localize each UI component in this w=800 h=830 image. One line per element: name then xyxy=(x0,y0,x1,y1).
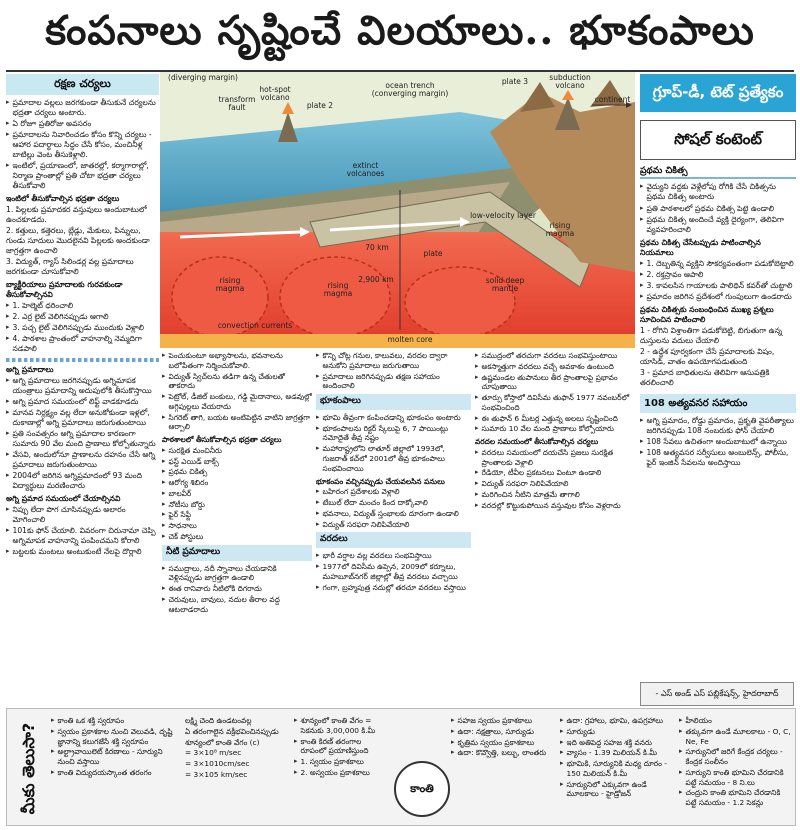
list-item: ▸ ప్రమాదం జరిగిన ప్రదేశంలో గుంపులుగా ఉండరాదు xyxy=(640,292,796,302)
list-item: ▸ ప్రతి సంవత్సరం అగ్ని ప్రమాదాల కారణంగా సుమారు 90 వేల మంది ప్రాణాలు కోల్పోతున్నారు xyxy=(6,429,159,449)
list-item: ▸ 108 సేవలు ఉచితంగా అందుబాటులో ఉన్నాయి xyxy=(640,437,796,447)
earthquakes-heading: భూకంపాలు xyxy=(316,394,471,410)
list-item: ▸ ఇది అతిపెద్ద సహజ శక్తి వనరు xyxy=(560,738,675,748)
list-item: ▸ బహిరంగ ప్రదేశాలకు వెళ్లాలి xyxy=(316,487,471,497)
mid2-list-2 xyxy=(316,487,471,529)
did-you-know-box xyxy=(6,708,796,826)
list-item: ▸ భూమి తీవ్రంగా కంపించడాన్ని భూకంపం అంటారు xyxy=(316,413,471,423)
list-item: ▸ 4. పాఠశాల ప్రాంతంలో వాహనాల్ని నెమ్మదిగా నడపాలి xyxy=(6,334,159,354)
list-item: ▸ 2004లో జరిగిన అగ్నిప్రమాదంలో 93 మంది విద్యార్థులు మరణించారు xyxy=(6,471,159,491)
mid2-subheading: భూకంపం వచ్చినప్పుడు చేయవలసిన పనులు xyxy=(316,476,445,486)
label-rising-2: rising magma xyxy=(323,281,353,299)
list-item: ▸ బాలవీర్ xyxy=(162,489,312,499)
label-plate: plate xyxy=(423,249,443,258)
list-item: ▸ పెంచుకుంటూ అభ్యాసాలను, భవనాలను బలోపేతంగా నిర్మించుకోవాలి. xyxy=(162,351,312,371)
first-aid-heading: ప్రథమ చికిత్స xyxy=(640,166,796,180)
list-item: ▸ బట్టలకు మంటలు అంటుకుంటే నేలపై దొర్లాలి xyxy=(6,547,159,557)
mid1-list-2 xyxy=(162,564,312,615)
middle-column-3 xyxy=(475,350,635,702)
list-item: ▸ సూర్యుని కాంతి భూమిని చేరడానికి పట్టే సమయం - 8 ని.లు xyxy=(679,768,791,788)
right-list-2 xyxy=(640,259,796,302)
left-bullets-4 xyxy=(6,376,159,491)
list-item: ▸ విద్యుత్ సరఫరా నిలిపివేయాలి xyxy=(316,520,471,530)
list-item: ▸ అగ్ని ప్రమాదాలు జరగినప్పుడు అగ్నిమాపక యంత్రాలు ప్రమాదాన్ని అదుపులోకి తీసుకొస్తాయి xyxy=(6,376,159,396)
list-item: ▸ సురక్షిత మంచినీరు xyxy=(162,446,312,456)
list-item: ▸ చెక్ పోస్టులు xyxy=(162,532,312,542)
list-item: ▸ భవనాలు, విద్యుత్ స్తంభాలకు దూరంగా ఉండాలి xyxy=(316,509,471,519)
list-item: ▸ సూర్యునిలో జరిగే కేంద్రక చర్యలు - కేంద్రక సంలీనం xyxy=(679,747,791,767)
list-item: ▸ కాంతి ఒక శక్తి స్వరూపం xyxy=(51,716,181,726)
section-divider xyxy=(6,358,159,362)
list-item: ▸ తూర్పు కోస్తాలో దివిసీమ తుఫాన్ 1977 నవంబర్‌లో సంభవించింది xyxy=(475,393,635,413)
list-item: ▸ కాంతి విద్యుదయస్కాంత తరంగం xyxy=(51,768,181,778)
left-column xyxy=(6,74,159,702)
list-item: 3 - ప్రమాద బాధితులను తెలివిగా ఆసుపత్రికి తరలించాలి xyxy=(640,367,770,387)
list-item: ▸ ఉష్ణమండల తుపానులు తీర ప్రాంతాలపై ప్రభావం చూపుతాయి xyxy=(475,373,635,393)
mid2-intro xyxy=(316,351,471,391)
list-item: ▸ ఫైర్ సేఫ్టీ xyxy=(162,510,312,520)
left-subheading-1: ఇంటిలో తీసుకోవాల్సిన భద్రతా చర్యలు xyxy=(6,193,120,203)
list-item: ▸ ప్రథమ చికిత్స అందించే వ్యక్తి దైర్యంగా, తెలివిగా వ్యవహరించాలి xyxy=(640,215,796,235)
label-hotspot: hot-spot volcano xyxy=(259,85,291,103)
mid3-list xyxy=(475,373,635,435)
list-item: ▸ ఉదా: నక్షత్రాలు, సూర్యుడు xyxy=(451,727,556,737)
list-item: ▸ స్వయం ప్రకాశకాల నుంచి వెలువడి, దృష్టి జ్ఞానాన్ని కలుగజేసే శక్తి స్వరూపం xyxy=(51,727,181,747)
bottom-col-3 xyxy=(294,715,389,821)
list-item: ▸ వరదల్లో కొట్టుకుపోయిన వస్తువుల కోసం వెళ్లరాదు xyxy=(475,501,635,511)
list-item: ▸ ఈ తుఫాన్ 6 మీటర్ల ఎత్తున్న అలలు సృష్టించింది xyxy=(475,414,635,424)
list-item: = 3×105 km/sec xyxy=(185,769,248,779)
left-subheading-2: బ్యాక్టీరియాలు ప్రమాదాలకు గురవకుండా తీసుకోవాల్సినవి xyxy=(6,279,123,299)
list-item: ▸ కొన్ని చోట్ల గనుల, కాలువలు, వరదల ద్వారా అనుకోని ప్రమాదాలు జరుగుతాయి xyxy=(316,351,471,371)
social-content-box: సోషల్ కంటెంట్ xyxy=(640,120,796,160)
bottom-col-1 xyxy=(51,715,181,821)
safety-heading: రక్షణ చర్యలు xyxy=(6,74,159,95)
list-item: ▸ సుమారు 10 వేల మంది ప్రాణాలు కోల్పోయారు xyxy=(475,424,635,434)
list-item: ▸ హీలియం xyxy=(679,716,791,726)
diagram-illustration xyxy=(160,72,635,348)
list-item: ఏ తరంగాలైన వక్రీభవించినప్పుడు xyxy=(185,726,279,736)
list-item: ▸ ప్రమాదాల వల్లలు జరగకుండా తీసుకునే చర్యలను భద్రతా చర్యలు అంటారు. xyxy=(6,98,159,118)
list-item: ▸ ప్రమాదాలు జరిగినప్పుడు తక్షణ సహాయం అందించాలి xyxy=(316,372,471,392)
left-bullets-3 xyxy=(6,301,159,354)
label-rising-3: rising magma xyxy=(545,221,575,239)
list-item: ▸ కృత్రిమ స్వయం ప్రకాశకాలు xyxy=(451,738,556,748)
list-item: ▸ మహారాష్ట్రలోని లాతూర్ జిల్లాలో 1993లో, గుజరాత్ కచ్‌లో 2001లో తీవ్ర భూకంపాలు సంభవించాయి xyxy=(316,444,471,473)
mid1-heading: పాఠశాలలో తీసుకోవాల్సిన భద్రతా చర్యలు xyxy=(162,435,282,445)
list-item: = 3×10⁸ m/sec xyxy=(185,748,242,758)
list-item: ▸ అల్ట్రావాయిలెట్ కిరణాలు - సూర్యుని నుంచి వస్తాయి xyxy=(51,747,181,767)
list-item: ▸ నిప్పు లేదా పొగ చూసినప్పుడు అలారం మోగించాలి xyxy=(6,505,159,525)
list-item: ▸ 108 అత్యవసర సర్వీసులు అంబులెన్స్, పోలీసు, ఫైర్ ఇంజిన్ సేవలను అందిస్తాయి xyxy=(640,448,796,468)
list-item: 2 - ఉద్దేశ పూర్వకంగా చేసే ప్రమాదాలకు విషం, యాసిడ్, వాతం ఉపయోగపడుతుంది xyxy=(640,346,775,366)
list-item: ▸ 101కు ఫోన్ చేయాలి. వివరంగా చిరునామా చెప్పి అగ్నిమాపక వాహనాన్ని పంపించమని కోరాలి xyxy=(6,526,159,546)
list-item: = 3×1010cm/sec xyxy=(185,759,250,769)
list-item: ▸ కాంతి కిరణ్‌ తరంగాల రూపంలో ప్రయాణిస్తుంది xyxy=(294,737,389,757)
list-item: ▸ భారీ వర్షాల వల్ల వరదలు సంభవిస్తాయి xyxy=(316,551,471,561)
bottom-col-5 xyxy=(560,715,675,821)
list-item: ▸ సూర్యుడు xyxy=(560,727,675,737)
left-bullets-2 xyxy=(6,205,159,277)
label-2900km: 2,900 km xyxy=(358,275,394,284)
middle-column-1 xyxy=(162,350,312,702)
page-headline: కంపనాలు సృష్టించే విలయాలు.. భూకంపాలు xyxy=(45,6,755,54)
list-item: ▸ 2. ఎర్ర లైట్ వెలిగినప్పుడు ఆగాలి xyxy=(6,312,159,322)
list-item: ▸ 1. హెల్మెట్ ధరించాలి xyxy=(6,301,159,311)
list-item: ▸ సముద్రాలు, నదీ స్నానాలు చేయడానికి వెళ్లినప్పుడు జాగ్రత్తగా ఉండాలి xyxy=(162,564,312,584)
left-bullets-5 xyxy=(6,505,159,557)
list-item: ▸ తక్కువగా ఉండే మూలకాలు - O, C, Ne, Fe xyxy=(679,727,791,747)
list-item: ▸ అగ్ని ప్రమాదం, రోడ్డు ప్రమాదం, ప్రకృతి వైపరీత్యాలు జరిగినప్పుడు 108 నంబరుకు ఫోన్ చేయాలి xyxy=(640,416,796,436)
list-item: ▸ ప్రమాదాలను నివారించడం కోసం కొన్ని చర్యలు - ఆహార పదార్థాలు సిద్ధం చేసే కోసం, మంచినీళ్ల బాటిల్లు వెంట తీసుకెళ్లాలి. xyxy=(6,130,159,160)
list-item: 3. విద్యుత్, గ్యాస్ సిలిండర్ల వల్ల ప్రమాదాలు జరగకుండా చూసుకోవాలి xyxy=(6,256,134,276)
list-item: ▸ ఈత రానివారు నీటిలోకి దిగరాదు xyxy=(162,584,312,594)
list-item: ▸ 2. అస్వయం ప్రకాశకాలు xyxy=(294,768,389,778)
list-item: ▸ ఉదా: గ్రహాలు, భూమి, ఉపగ్రహాలు xyxy=(560,716,675,726)
list-item: ▸ చెరువులు, బావులు, నదుల తీరాల వద్ద ఆటలాడరాదు xyxy=(162,595,312,615)
list-item: ▸ సిగరెట్ తాగి, బయట అంటిపెట్టిన వాటిని జాగ్రత్తగా ఆర్పాలి xyxy=(162,413,312,433)
label-molten-core: molten core xyxy=(387,335,433,344)
bottom-col-2 xyxy=(185,715,290,821)
label-continent: continent xyxy=(594,95,631,104)
list-item: ▸ అగ్ని ప్రమాద సమయంలో లిఫ్ట్ వాడకూడదు xyxy=(6,397,159,407)
mid3-list-2 xyxy=(475,448,635,511)
mid2-list-3 xyxy=(316,551,471,592)
group-d-tet-box: గ్రూప్-డీ, టెట్ ప్రత్యేకం xyxy=(640,74,796,112)
list-item: ▸ నోటీసు బోర్డు xyxy=(162,500,312,510)
did-you-know-label: మీకు తెలుసా? xyxy=(19,723,39,815)
label-transform: transform fault xyxy=(218,95,256,113)
label-subduction: subduction volcano xyxy=(549,73,591,91)
list-item: ▸ ఆరోగ్య శిబిరం xyxy=(162,478,312,488)
list-item: ▸ వరదలు సమయంలో దయచేసి ప్రజలు సురక్షిత ప్రాంతాలకు వెళ్లాలి xyxy=(475,448,635,468)
list-item: ▸ 2. రక్తస్రావం ఆపాలి xyxy=(640,270,796,280)
bottom-col-4 xyxy=(451,715,556,821)
list-item: ▸ టేబుల్ లేదా మంచం కింద దాక్కోవాలి xyxy=(316,498,471,508)
list-item: 1. పిల్లలకు ప్రమాదకర వస్తువులు అందుబాటులో ఉంచకూడదు. xyxy=(6,204,147,224)
right-list-1 xyxy=(640,182,796,234)
list-item: 1 - రోగిని విశ్రాంతిగా పడుకోబెట్టి, బిగుతుగా ఉన్న దుస్తులను వదులు చేయాలి xyxy=(640,325,783,345)
list-item: ▸ విద్యుత్ సరఫరా నిలిపివేయాలి xyxy=(475,479,635,489)
light-topic-circle: కాంతి xyxy=(394,761,450,817)
list-item: ▸ శూన్యంలో కాంతి వేగం = సెకనుకు 3,00,000 కి.మీ xyxy=(294,716,389,736)
list-item: ▸ వేసవి, అందులోనూ ప్రాణాలను దహనం చేసే అగ్ని ప్రమాదాలు జరుగుతుంటాయి xyxy=(6,450,159,470)
list-item: ▸ 3. పచ్చ లైట్ వెలిగినప్పుడు ముందుకు వెళ్లాలి xyxy=(6,323,159,333)
list-item: ▸ మానవ నిర్లక్ష్యం వల్ల లేదా అనుకోకుండా ఇళ్లలో, దుకాణాల్లో అగ్ని ప్రమాదాలు జరుగుతుంటాయి xyxy=(6,408,159,428)
list-item: 2. కత్తులు, కత్తెరలు, బ్లేడ్లు, మేకులు, పిన్నులు, గుండు సూదులు మొదలైనవి పిల్లలకు అందకుండా జాగ్రత్తగా ఉంచాలి xyxy=(6,225,150,255)
list-item: ▸ సూర్యునిలో ఎక్కువగా ఉండే మూలకాలు - హైడ్రోజన్ xyxy=(560,780,675,800)
left-subheading-4: అగ్ని ప్రమాద సమయంలో చేయాల్సినవి xyxy=(6,494,121,504)
mid3-subheading: వరదల సమయంలో తీసుకోవాల్సిన చర్యలు xyxy=(475,437,599,447)
label-solid-mantle: solid deep mantle xyxy=(485,276,525,294)
list-item: ▸ 3. కావలసిన గాయాలకు పాలిథిన్ కవర్‌తో చుట్టాలి xyxy=(640,281,796,291)
label-70km: 70 km xyxy=(365,243,389,252)
label-convection: convection currents xyxy=(217,321,293,330)
list-item: ▸ ప్రతి పాఠశాలలో ప్రథమ చికిత్స పెట్టె ఉండాలి xyxy=(640,204,796,214)
list-item: ▸ వైద్యుని వద్దకు వెళ్లేలోపు రోగికి చేసే చికిత్సను ప్రథమ చికిత్స అంటారు xyxy=(640,182,796,202)
label-rising-1: rising magma xyxy=(215,276,245,294)
list-item: ▸ ఇంటిలో, ప్రయాణంలో, జాతరల్లో, కర్మాగారాల్లో, నిర్మాణ ప్రాంతాల్లో ప్రతి చోటా భద్రతా చర్యలు తీసుకోవాలి xyxy=(6,161,159,191)
list-item: ▸ చంద్రుని కాంతి భూమిని చేరడానికి పట్టే సమయం - 1.2 సెకన్లు xyxy=(679,788,791,808)
floods-heading: వరదలు xyxy=(316,532,471,548)
mid2-list xyxy=(316,413,471,474)
list-item: లక్ష్మి చెంది ఉండటంవల్ల xyxy=(185,716,252,725)
list-item: ▸ అకస్మాత్తుగా వరదలు వచ్చే అవకాశం ఉంటుంది xyxy=(475,362,635,372)
list-item: ▸ పెట్రోల్, డీజిల్ బంకులు, గడ్డి మైదానాలు, అడవుల్లో అగ్గిపుల్లలు వేయరాదు xyxy=(162,392,312,412)
right-subheading-1: ప్రథమ చికిత్స చేసేటప్పుడు పాటించాల్సిన నియమాలు xyxy=(640,237,761,257)
list-item: ▸ సముద్రంలో తరచుగా వరదలు సంభవిస్తుంటాయి xyxy=(475,351,635,361)
publication-credit: - ఎస్ అండ్ ఎస్ పబ్లికేషన్స్, హైదరాబాద్ xyxy=(640,682,794,706)
list-item: ▸ 1. స్వయం ప్రకాశకాలు xyxy=(294,757,389,767)
label-plate2: plate 2 xyxy=(306,101,334,110)
list-item: ▸ ఫస్ట్ ఎయిడ్ బాక్స్ xyxy=(162,457,312,467)
bottom-col-6 xyxy=(679,715,791,821)
right-list-3 xyxy=(640,326,796,388)
middle-column-2 xyxy=(316,350,471,702)
right-list-4 xyxy=(640,416,796,468)
water-accidents-heading: నీటి ప్రమాదాలు xyxy=(162,545,312,561)
list-item: ▸ ఏ రోజూ ప్రతిరోజు అవసరం xyxy=(6,119,159,129)
right-column xyxy=(640,74,796,704)
label-diverging: (diverging margin) xyxy=(168,73,238,82)
list-item: ▸ ఉదా: కొవ్వొత్తి, బల్బు, లాంతరు xyxy=(451,748,556,758)
list-item: ▸ గంగా, బ్రహ్మపుత్ర నదుల్లో తరచూ వరదలు వస్తాయి xyxy=(316,583,471,593)
mid3-intro xyxy=(475,351,635,372)
list-item: ▸ సాధనాలు xyxy=(162,521,312,531)
label-plate3: plate 3 xyxy=(501,77,529,86)
plate-tectonics-diagram xyxy=(160,72,635,348)
left-bullets-1 xyxy=(6,98,159,191)
label-extinct: extinct volcanoes xyxy=(346,161,385,179)
label-trench: ocean trench (converging margin) xyxy=(371,81,449,99)
list-item: ▸ ప్రథమ చికిత్స xyxy=(162,467,312,477)
list-item: ▸ విద్యుత్ స్విచ్‌లను తడిగా ఉన్న చేతులతో తాకరాదు xyxy=(162,372,312,392)
list-item: ▸ సహజ స్వయం ప్రకాశకాలు xyxy=(451,716,556,726)
list-item: ▸ వ్యాసం - 1.39 మిలియన్ కి.మీ xyxy=(560,748,675,758)
mid1-intro xyxy=(162,351,312,432)
list-item: ▸ 1977లో దివిసీమ ఉప్పెన, 2009లో కర్నూలు, మహబూబ్‌నగర్ జిల్లాల్లో తీవ్ర వరదలు వచ్చాయి xyxy=(316,562,471,582)
list-item: ▸ భూకంపాలను రిక్టర్ స్కేలుపై 6, 7 పాయింట్లు నమోదైతే తీవ్ర నష్టం xyxy=(316,424,471,444)
list-item: ▸ భూమికి, సూర్యునికి మధ్య దూరం - 150 మిలియన్ కి.మీ xyxy=(560,759,675,779)
list-item: ▸ మరిగించిన నీటిని మాత్రమే తాగాలి xyxy=(475,490,635,500)
mid1-list xyxy=(162,446,312,542)
list-item: ▸ రేడియో, టీవీల ప్రకటనలు వింటూ ఉండాలి xyxy=(475,468,635,478)
left-subheading-3: అగ్ని ప్రమాదాలు xyxy=(6,364,54,374)
right-subheading-2: ప్రథమ చికిత్సకు సంబంధించిన ముఖ్య ప్రశ్నలు సూచించిన పాటించాలి xyxy=(640,304,774,324)
list-item: ▸ 1. దెబ్బతిన్న వ్యక్తిని సౌకర్యవంతంగా పడుకోబెట్టాలి xyxy=(640,259,796,269)
list-item: శూన్యంలో కాంతి వేగం (c) xyxy=(185,737,260,747)
emergency-108-heading: 108 అత్యవసర సహాయం xyxy=(640,394,796,413)
label-lowvel: low-velocity layer xyxy=(470,211,536,220)
